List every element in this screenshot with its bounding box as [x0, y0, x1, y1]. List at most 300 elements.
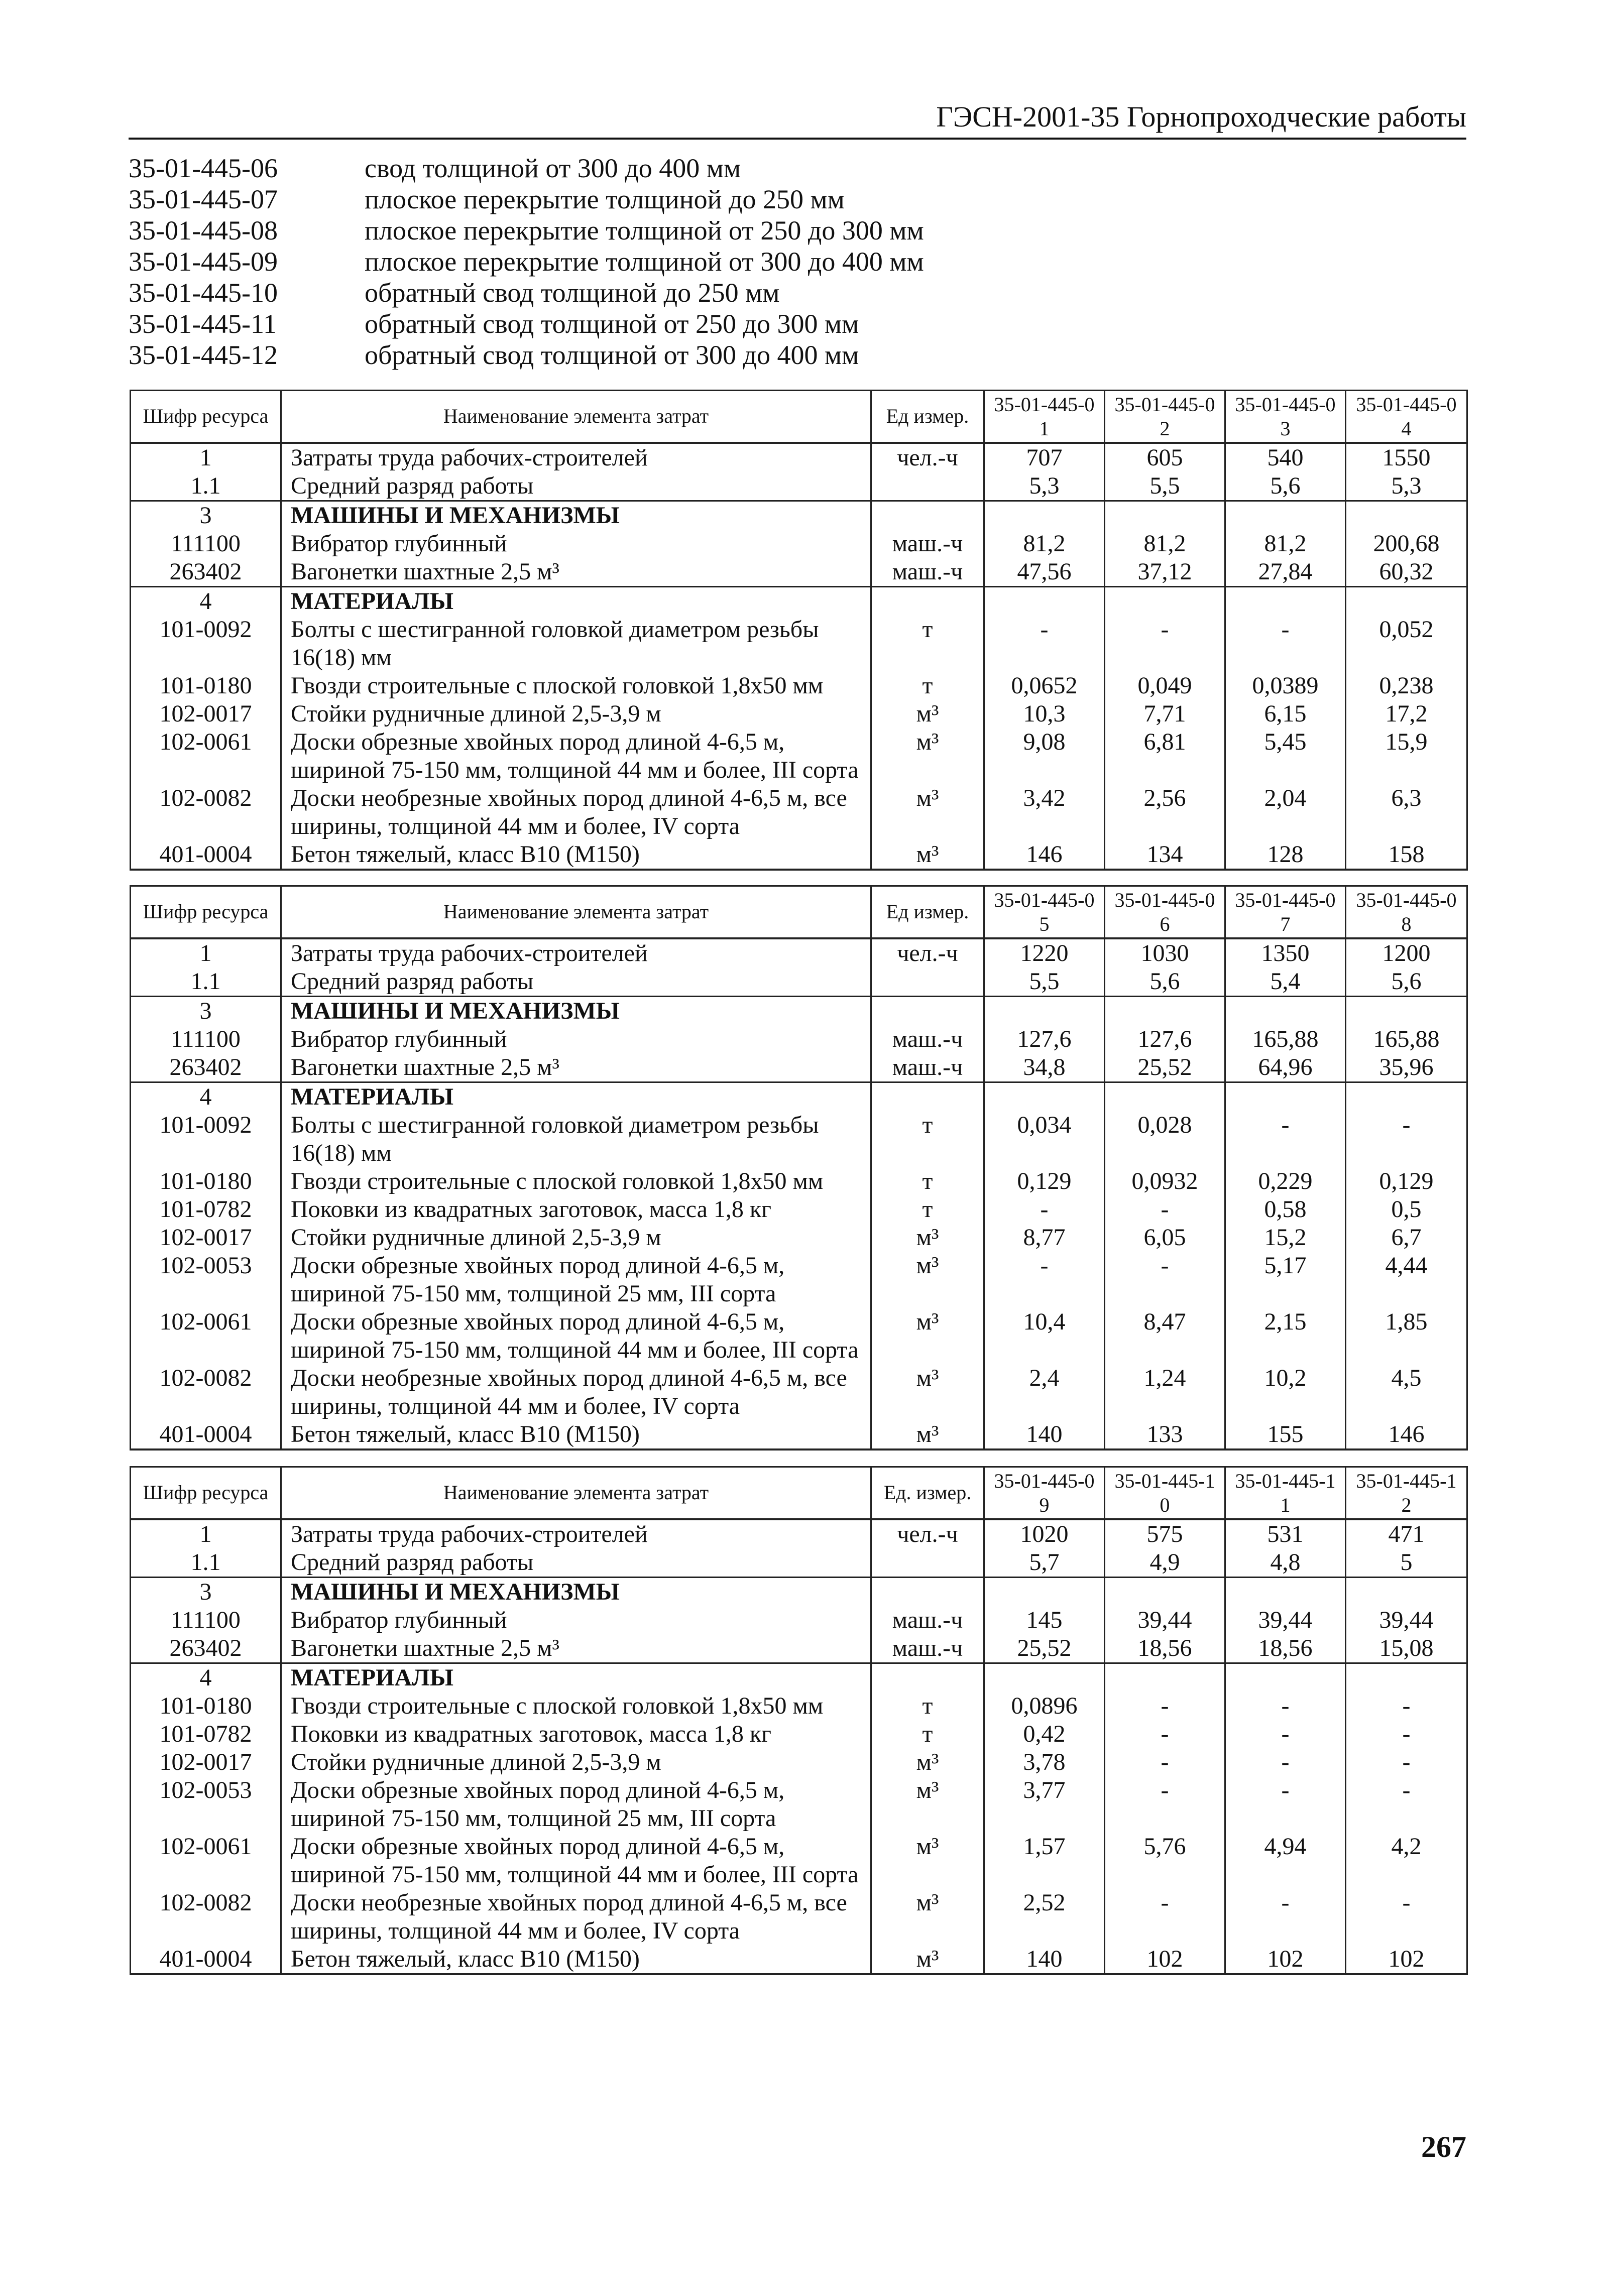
resource-code-cell: 101-0782 — [131, 1720, 281, 1748]
value-cell: 4,94 — [1225, 1833, 1346, 1889]
unit-cell: м³ — [871, 1945, 984, 1974]
value-cell: 37,12 — [1105, 558, 1225, 587]
value-cell: 5,45 — [1225, 728, 1346, 784]
unit-cell — [871, 1577, 984, 1606]
value-cell: 15,9 — [1346, 728, 1467, 784]
resource-code-cell: 263402 — [131, 558, 281, 587]
value-cell: 1550 — [1346, 443, 1467, 472]
table-row — [131, 1833, 1467, 1889]
resource-code-cell: 4 — [131, 1663, 281, 1692]
value-cell: 39,44 — [1225, 1606, 1346, 1634]
value-cell: 2,56 — [1105, 784, 1225, 840]
unit-cell: м³ — [871, 1420, 984, 1449]
value-cell: 34,8 — [984, 1053, 1105, 1082]
table-row — [131, 1195, 1467, 1224]
value-cell: 15,2 — [1225, 1224, 1346, 1252]
resource-code-cell: 102-0082 — [131, 1889, 281, 1945]
value-cell: - — [1346, 1720, 1467, 1748]
value-cell: 0,034 — [984, 1111, 1105, 1167]
value-cell: 39,44 — [1105, 1606, 1225, 1634]
value-cell: - — [1105, 1252, 1225, 1308]
value-cell: - — [1105, 1889, 1225, 1945]
code-description: свод толщиной от 300 до 400 мм — [365, 153, 741, 183]
value-cell: - — [1105, 1195, 1225, 1224]
value-cell: 2,4 — [984, 1364, 1105, 1420]
unit-cell — [871, 968, 984, 997]
norm-code-header: 35-01-445-08 — [1346, 886, 1467, 938]
value-cell: 127,6 — [984, 1025, 1105, 1053]
code-description: плоское перекрытие толщиной от 300 до 400 мм — [365, 247, 924, 277]
unit-cell: маш.-ч — [871, 1025, 984, 1053]
table-row — [131, 1308, 1467, 1364]
value-cell: 18,56 — [1105, 1634, 1225, 1663]
value-cell — [1105, 1577, 1225, 1606]
resource-code-cell: 3 — [131, 1577, 281, 1606]
value-cell: 2,15 — [1225, 1308, 1346, 1364]
resource-code-cell: 111100 — [131, 1606, 281, 1634]
table-row — [131, 840, 1467, 870]
resource-code-cell: 102-0053 — [131, 1776, 281, 1833]
value-cell: 0,58 — [1225, 1195, 1346, 1224]
resource-code-cell: 101-0180 — [131, 1167, 281, 1195]
table-row — [131, 443, 1467, 472]
value-cell: 6,3 — [1346, 784, 1467, 840]
code-description: обратный свод толщиной до 250 мм — [365, 278, 780, 308]
code: 35-01-445-06 — [129, 153, 278, 183]
value-cell: 25,52 — [1105, 1053, 1225, 1082]
table-row — [131, 1224, 1467, 1252]
value-cell: 25,52 — [984, 1634, 1105, 1663]
norm-code-header: 35-01-445-02 — [1105, 391, 1225, 443]
value-cell: 605 — [1105, 443, 1225, 472]
value-cell — [1105, 1663, 1225, 1692]
value-cell: - — [1225, 1692, 1346, 1720]
code-row — [129, 153, 1233, 184]
cost-element-cell: Доски необрезные хвойных пород длиной 4-6,5 м, все ширины, толщиной 44 мм и более, IV сорта — [281, 784, 871, 840]
resource-table-3 — [130, 1466, 1468, 1975]
value-cell: 5 — [1346, 1548, 1467, 1578]
resource-code-cell: 102-0061 — [131, 1833, 281, 1889]
cost-element-cell: Бетон тяжелый, класс B10 (M150) — [281, 1945, 871, 1974]
table-row — [131, 1053, 1467, 1082]
table-row — [131, 1945, 1467, 1974]
resource-code-cell: 1.1 — [131, 1548, 281, 1578]
resource-code-cell: 102-0017 — [131, 1224, 281, 1252]
value-cell: 102 — [1346, 1945, 1467, 1974]
unit-cell: т — [871, 616, 984, 672]
resource-code-cell: 3 — [131, 501, 281, 530]
resource-table-2 — [130, 885, 1468, 1451]
unit-cell — [871, 586, 984, 616]
unit-header: Ед. измер. — [871, 1467, 984, 1519]
value-cell: 8,47 — [1105, 1308, 1225, 1364]
cost-element-header: Наименование элемента затрат — [281, 1467, 871, 1519]
table-row — [131, 672, 1467, 700]
header-rule — [129, 138, 1466, 140]
value-cell: 1,24 — [1105, 1364, 1225, 1420]
table-row — [131, 1548, 1467, 1578]
value-cell: 0,129 — [984, 1167, 1105, 1195]
unit-cell: м³ — [871, 1224, 984, 1252]
unit-cell: м³ — [871, 1776, 984, 1833]
unit-cell: т — [871, 1720, 984, 1748]
unit-cell: т — [871, 1692, 984, 1720]
value-cell: 5,6 — [1346, 968, 1467, 997]
value-cell: 133 — [1105, 1420, 1225, 1449]
cost-element-header: Наименование элемента затрат — [281, 391, 871, 443]
section-title-cell: МАШИНЫ И МЕХАНИЗМЫ — [281, 1577, 871, 1606]
value-cell: 140 — [984, 1945, 1105, 1974]
unit-cell: маш.-ч — [871, 1634, 984, 1663]
unit-cell: чел.-ч — [871, 443, 984, 472]
resource-code-cell: 102-0017 — [131, 700, 281, 728]
cost-element-cell: Стойки рудничные длиной 2,5-3,9 м — [281, 700, 871, 728]
value-cell: 0,238 — [1346, 672, 1467, 700]
value-cell: 531 — [1225, 1519, 1346, 1548]
resource-code-header: Шифр ресурса — [131, 1467, 281, 1519]
value-cell: 17,2 — [1346, 700, 1467, 728]
value-cell: - — [1225, 1111, 1346, 1167]
value-cell: - — [1346, 1889, 1467, 1945]
norm-code-header: 35-01-445-12 — [1346, 1467, 1467, 1519]
unit-header: Ед измер. — [871, 886, 984, 938]
value-cell: 15,08 — [1346, 1634, 1467, 1663]
cost-element-cell: Вибратор глубинный — [281, 530, 871, 558]
code-description: плоское перекрытие толщиной от 250 до 300 мм — [365, 215, 924, 246]
resource-code-cell: 3 — [131, 996, 281, 1025]
norm-code-header: 35-01-445-11 — [1225, 1467, 1346, 1519]
cost-element-cell: Затраты труда рабочих-строителей — [281, 1519, 871, 1548]
value-cell: 3,77 — [984, 1776, 1105, 1833]
cost-element-cell: Болты с шестигранной головкой диаметром резьбы 16(18) мм — [281, 1111, 871, 1167]
value-cell: 5,6 — [1225, 472, 1346, 501]
norm-code-header: 35-01-445-03 — [1225, 391, 1346, 443]
table-row — [131, 558, 1467, 587]
page-header: ГЭСН-2001-35 Горнопроходческие работы — [936, 100, 1466, 133]
table-header-row — [131, 391, 1467, 443]
unit-cell: м³ — [871, 700, 984, 728]
value-cell: 35,96 — [1346, 1053, 1467, 1082]
cost-element-cell: Доски обрезные хвойных пород длиной 4-6,5 м, шириной 75-150 мм, толщиной 44 мм и более, III сорта — [281, 1833, 871, 1889]
resource-code-cell: 1 — [131, 1519, 281, 1548]
value-cell: 5,5 — [1105, 472, 1225, 501]
value-cell: - — [1225, 1748, 1346, 1776]
resource-code-cell: 111100 — [131, 530, 281, 558]
value-cell: 10,4 — [984, 1308, 1105, 1364]
value-cell: 1020 — [984, 1519, 1105, 1548]
code: 35-01-445-11 — [129, 309, 277, 339]
unit-cell: маш.-ч — [871, 1606, 984, 1634]
value-cell: 200,68 — [1346, 530, 1467, 558]
unit-cell: т — [871, 672, 984, 700]
value-cell: 5,7 — [984, 1548, 1105, 1578]
norm-code-header: 35-01-445-06 — [1105, 886, 1225, 938]
resource-code-cell: 4 — [131, 586, 281, 616]
value-cell — [1346, 1082, 1467, 1111]
value-cell: 146 — [1346, 1420, 1467, 1449]
section-title-cell: МАШИНЫ И МЕХАНИЗМЫ — [281, 996, 871, 1025]
resource-code-header: Шифр ресурса — [131, 886, 281, 938]
unit-cell — [871, 472, 984, 501]
value-cell: 5,3 — [1346, 472, 1467, 501]
value-cell: 6,15 — [1225, 700, 1346, 728]
unit-cell: м³ — [871, 1889, 984, 1945]
value-cell: 155 — [1225, 1420, 1346, 1449]
table-row — [131, 1252, 1467, 1308]
value-cell — [1105, 586, 1225, 616]
value-cell: - — [984, 1195, 1105, 1224]
page-number: 267 — [1421, 2130, 1466, 2163]
value-cell — [984, 1663, 1105, 1692]
value-cell: 102 — [1225, 1945, 1346, 1974]
cost-element-cell: Бетон тяжелый, класс B10 (M150) — [281, 840, 871, 870]
table-row — [131, 1519, 1467, 1548]
value-cell: - — [984, 616, 1105, 672]
resource-table-1 — [130, 390, 1468, 871]
value-cell: - — [1225, 616, 1346, 672]
value-cell — [1225, 501, 1346, 530]
value-cell: - — [1346, 1692, 1467, 1720]
resource-code-cell: 111100 — [131, 1025, 281, 1053]
value-cell: 158 — [1346, 840, 1467, 870]
resource-code-cell: 401-0004 — [131, 840, 281, 870]
value-cell: 81,2 — [1225, 530, 1346, 558]
unit-cell: м³ — [871, 1308, 984, 1364]
resource-code-cell: 401-0004 — [131, 1420, 281, 1449]
code-row — [129, 339, 1233, 371]
code: 35-01-445-09 — [129, 247, 278, 277]
value-cell: 0,049 — [1105, 672, 1225, 700]
value-cell: 5,17 — [1225, 1252, 1346, 1308]
value-cell — [1225, 1082, 1346, 1111]
value-cell: 0,0389 — [1225, 672, 1346, 700]
value-cell — [1346, 996, 1467, 1025]
table-row — [131, 1364, 1467, 1420]
table-row — [131, 1420, 1467, 1449]
value-cell — [1225, 586, 1346, 616]
table-row — [131, 1025, 1467, 1053]
resource-code-cell: 263402 — [131, 1634, 281, 1663]
resource-code-cell: 1 — [131, 443, 281, 472]
cost-element-cell: Стойки рудничные длиной 2,5-3,9 м — [281, 1224, 871, 1252]
cost-element-cell: Доски обрезные хвойных пород длиной 4-6,5 м, шириной 75-150 мм, толщиной 25 мм, III сорта — [281, 1252, 871, 1308]
section-row — [131, 586, 1467, 616]
value-cell — [1346, 1663, 1467, 1692]
value-cell: 5,5 — [984, 968, 1105, 997]
value-cell: 0,028 — [1105, 1111, 1225, 1167]
value-cell: - — [1225, 1776, 1346, 1833]
unit-cell — [871, 1082, 984, 1111]
value-cell: 39,44 — [1346, 1606, 1467, 1634]
value-cell: - — [1346, 1776, 1467, 1833]
cost-element-cell: Доски необрезные хвойных пород длиной 4-6,5 м, все ширины, толщиной 44 мм и более, IV сорта — [281, 1889, 871, 1945]
resource-code-header: Шифр ресурса — [131, 391, 281, 443]
unit-cell: м³ — [871, 1252, 984, 1308]
value-cell: 4,44 — [1346, 1252, 1467, 1308]
value-cell: 145 — [984, 1606, 1105, 1634]
value-cell: - — [1346, 1111, 1467, 1167]
table-row — [131, 1606, 1467, 1634]
value-cell: - — [1346, 1748, 1467, 1776]
cost-element-cell: Поковки из квадратных заготовок, масса 1,8 кг — [281, 1195, 871, 1224]
value-cell: 4,2 — [1346, 1833, 1467, 1889]
value-cell: 140 — [984, 1420, 1105, 1449]
code-description: обратный свод толщиной от 300 до 400 мм — [365, 340, 859, 370]
value-cell: 134 — [1105, 840, 1225, 870]
unit-cell: м³ — [871, 784, 984, 840]
value-cell: 707 — [984, 443, 1105, 472]
table-row — [131, 1692, 1467, 1720]
table-row — [131, 1167, 1467, 1195]
code-row — [129, 277, 1233, 308]
value-cell: 0,5 — [1346, 1195, 1467, 1224]
value-cell — [1346, 1577, 1467, 1606]
value-cell — [1346, 586, 1467, 616]
resource-code-cell: 102-0061 — [131, 728, 281, 784]
cost-element-cell: Гвозди строительные с плоской головкой 1,8х50 мм — [281, 1692, 871, 1720]
value-cell — [1346, 501, 1467, 530]
value-cell: 64,96 — [1225, 1053, 1346, 1082]
unit-header: Ед измер. — [871, 391, 984, 443]
value-cell: 5,6 — [1105, 968, 1225, 997]
value-cell: 0,129 — [1346, 1167, 1467, 1195]
unit-cell: м³ — [871, 840, 984, 870]
code-row — [129, 184, 1233, 215]
resource-code-cell: 102-0082 — [131, 784, 281, 840]
table-row — [131, 1776, 1467, 1833]
code: 35-01-445-10 — [129, 278, 278, 308]
cost-element-cell: Стойки рудничные длиной 2,5-3,9 м — [281, 1748, 871, 1776]
unit-cell: м³ — [871, 1748, 984, 1776]
value-cell: - — [1105, 1720, 1225, 1748]
resource-code-cell: 1.1 — [131, 968, 281, 997]
value-cell: 1,57 — [984, 1833, 1105, 1889]
value-cell: 2,52 — [984, 1889, 1105, 1945]
value-cell — [984, 586, 1105, 616]
value-cell: 18,56 — [1225, 1634, 1346, 1663]
resource-code-cell: 1.1 — [131, 472, 281, 501]
norm-code-header: 35-01-445-10 — [1105, 1467, 1225, 1519]
value-cell — [1225, 996, 1346, 1025]
unit-cell — [871, 996, 984, 1025]
table-row — [131, 728, 1467, 784]
section-title-cell: МАТЕРИАЛЫ — [281, 1663, 871, 1692]
norm-code-header: 35-01-445-05 — [984, 886, 1105, 938]
value-cell: 10,2 — [1225, 1364, 1346, 1420]
value-cell: 165,88 — [1225, 1025, 1346, 1053]
cost-element-cell: Гвозди строительные с плоской головкой 1,8х50 мм — [281, 1167, 871, 1195]
value-cell: 1220 — [984, 938, 1105, 968]
value-cell — [1225, 1663, 1346, 1692]
code: 35-01-445-12 — [129, 340, 278, 370]
cost-element-cell: Средний разряд работы — [281, 1548, 871, 1578]
cost-element-cell: Вагонетки шахтные 2,5 м³ — [281, 1053, 871, 1082]
unit-cell — [871, 1663, 984, 1692]
cost-element-cell: Доски обрезные хвойных пород длиной 4-6,5 м, шириной 75-150 мм, толщиной 44 мм и более, III сорта — [281, 1308, 871, 1364]
unit-cell: м³ — [871, 1833, 984, 1889]
value-cell: - — [1105, 616, 1225, 672]
table-row — [131, 1889, 1467, 1945]
value-cell — [1105, 996, 1225, 1025]
norm-code-header: 35-01-445-07 — [1225, 886, 1346, 938]
resource-code-cell: 102-0061 — [131, 1308, 281, 1364]
resource-code-cell: 401-0004 — [131, 1945, 281, 1974]
code: 35-01-445-07 — [129, 184, 278, 214]
code-description: плоское перекрытие толщиной до 250 мм — [365, 184, 845, 214]
resource-code-cell: 1 — [131, 938, 281, 968]
value-cell: - — [1225, 1720, 1346, 1748]
resource-code-cell: 101-0180 — [131, 672, 281, 700]
cost-element-cell: Поковки из квадратных заготовок, масса 1,8 кг — [281, 1720, 871, 1748]
section-title-cell: МАТЕРИАЛЫ — [281, 586, 871, 616]
value-cell: 102 — [1105, 1945, 1225, 1974]
section-row — [131, 996, 1467, 1025]
cost-element-cell: Гвозди строительные с плоской головкой 1,8х50 мм — [281, 672, 871, 700]
table-row — [131, 530, 1467, 558]
cost-element-cell: Вибратор глубинный — [281, 1025, 871, 1053]
code-description: обратный свод толщиной от 250 до 300 мм — [365, 309, 859, 339]
cost-element-cell: Средний разряд работы — [281, 968, 871, 997]
value-cell: 81,2 — [984, 530, 1105, 558]
value-cell: 27,84 — [1225, 558, 1346, 587]
value-cell — [984, 501, 1105, 530]
value-cell — [984, 996, 1105, 1025]
value-cell: 0,0652 — [984, 672, 1105, 700]
table-row — [131, 784, 1467, 840]
resource-code-cell: 102-0053 — [131, 1252, 281, 1308]
cost-element-cell: Вибратор глубинный — [281, 1606, 871, 1634]
value-cell: 165,88 — [1346, 1025, 1467, 1053]
value-cell: - — [1105, 1692, 1225, 1720]
value-cell: 4,8 — [1225, 1548, 1346, 1578]
value-cell: 81,2 — [1105, 530, 1225, 558]
resource-code-cell: 101-0180 — [131, 1692, 281, 1720]
value-cell: 3,78 — [984, 1748, 1105, 1776]
unit-cell: т — [871, 1195, 984, 1224]
code-list — [129, 153, 1233, 371]
value-cell: 6,81 — [1105, 728, 1225, 784]
unit-cell: чел.-ч — [871, 1519, 984, 1548]
unit-cell — [871, 501, 984, 530]
value-cell: 1350 — [1225, 938, 1346, 968]
unit-cell: маш.-ч — [871, 530, 984, 558]
value-cell: 0,0896 — [984, 1692, 1105, 1720]
section-title-cell: МАШИНЫ И МЕХАНИЗМЫ — [281, 501, 871, 530]
value-cell: 47,56 — [984, 558, 1105, 587]
value-cell: 6,05 — [1105, 1224, 1225, 1252]
section-row — [131, 1663, 1467, 1692]
section-row — [131, 1577, 1467, 1606]
value-cell: 60,32 — [1346, 558, 1467, 587]
value-cell: 5,4 — [1225, 968, 1346, 997]
cost-element-cell: Вагонетки шахтные 2,5 м³ — [281, 1634, 871, 1663]
value-cell — [984, 1577, 1105, 1606]
cost-element-cell: Затраты труда рабочих-строителей — [281, 938, 871, 968]
norm-code-header: 35-01-445-04 — [1346, 391, 1467, 443]
section-title-cell: МАТЕРИАЛЫ — [281, 1082, 871, 1111]
value-cell: 6,7 — [1346, 1224, 1467, 1252]
code-row — [129, 308, 1233, 339]
norm-code-header: 35-01-445-01 — [984, 391, 1105, 443]
unit-cell: м³ — [871, 728, 984, 784]
unit-cell: чел.-ч — [871, 938, 984, 968]
unit-cell: м³ — [871, 1364, 984, 1420]
value-cell: - — [1105, 1776, 1225, 1833]
value-cell: 2,04 — [1225, 784, 1346, 840]
norm-code-header: 35-01-445-09 — [984, 1467, 1105, 1519]
resource-code-cell: 102-0082 — [131, 1364, 281, 1420]
table-row — [131, 968, 1467, 997]
